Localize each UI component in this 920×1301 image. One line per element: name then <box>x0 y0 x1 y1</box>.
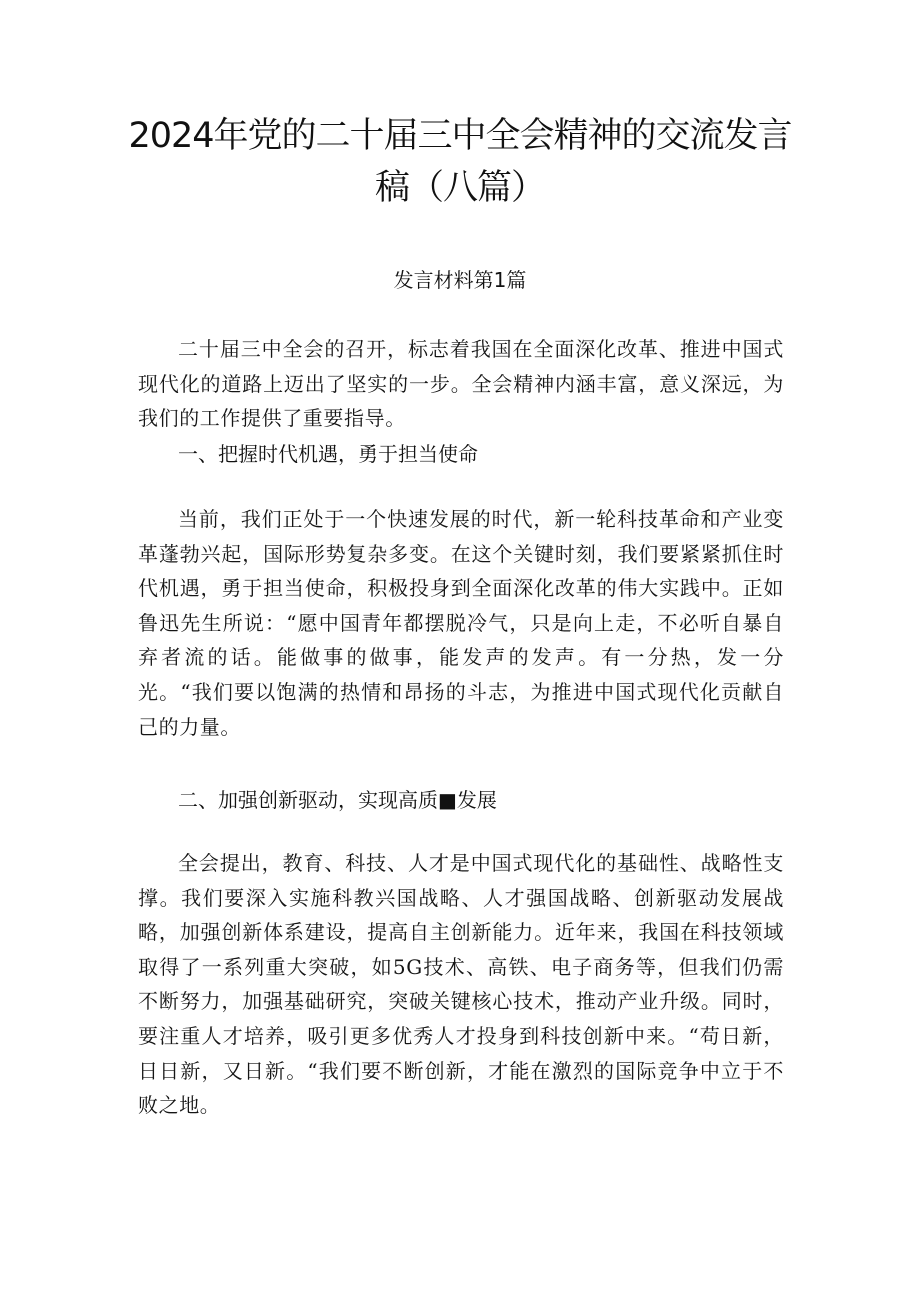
heading-one: 一、把握时代机遇，勇于担当使命 <box>178 442 478 466</box>
heading-two: 二、加强创新驱动，实现高质■发展 <box>178 788 497 812</box>
paragraph-one: 当前，我们正处于一个快速发展的时代，新一轮科技革命和产业变革蓬勃兴起，国际形势复杂多变。在这个关键时刻，我们要紧紧抓住时代机遇，勇于担当使命，积极投身到全面深化改革的伟大实践中。正如鲁迅先生所说：“愿中国青年都摆脱冷气，只是向上走，不必听自暴自弃者流的话。能做事的做事，能发声的发声。有一分热，发一分光。“我们要以饱满的热情和昂扬的斗志，为推进中国式现代化贡献自己的力量。 <box>138 507 784 739</box>
section-title: 发言材料第1篇 <box>393 268 527 292</box>
paragraph-intro: 二十届三中全会的召开，标志着我国在全面深化改革、推进中国式现代化的道路上迈出了坚实的一步。全会精神内涵丰富，意义深远，为我们的工作提供了重要指导。 <box>138 337 784 431</box>
document-title: 2024年党的二十届三中全会精神的交流发言稿（八篇） <box>128 116 792 208</box>
paragraph-two: 全会提出，教育、科技、人才是中国式现代化的基础性、战略性支撑。我们要深入实施科教兴国战略、人才强国战略、创新驱动发展战略，加强创新体系建设，提高自主创新能力。近年来，我国在科技领域取得了一系列重大突破，如5G技术、高铁、电子商务等，但我们仍需不断努力，加强基础研究，突破关键核心技术，推动产业升级。同时，要注重人才培养，吸引更多优秀人才投身到科技创新中来。“苟日新，日日新，又日新。“我们要不断创新，才能在激烈的国际竞争中立于不败之地。 <box>138 851 784 1118</box>
